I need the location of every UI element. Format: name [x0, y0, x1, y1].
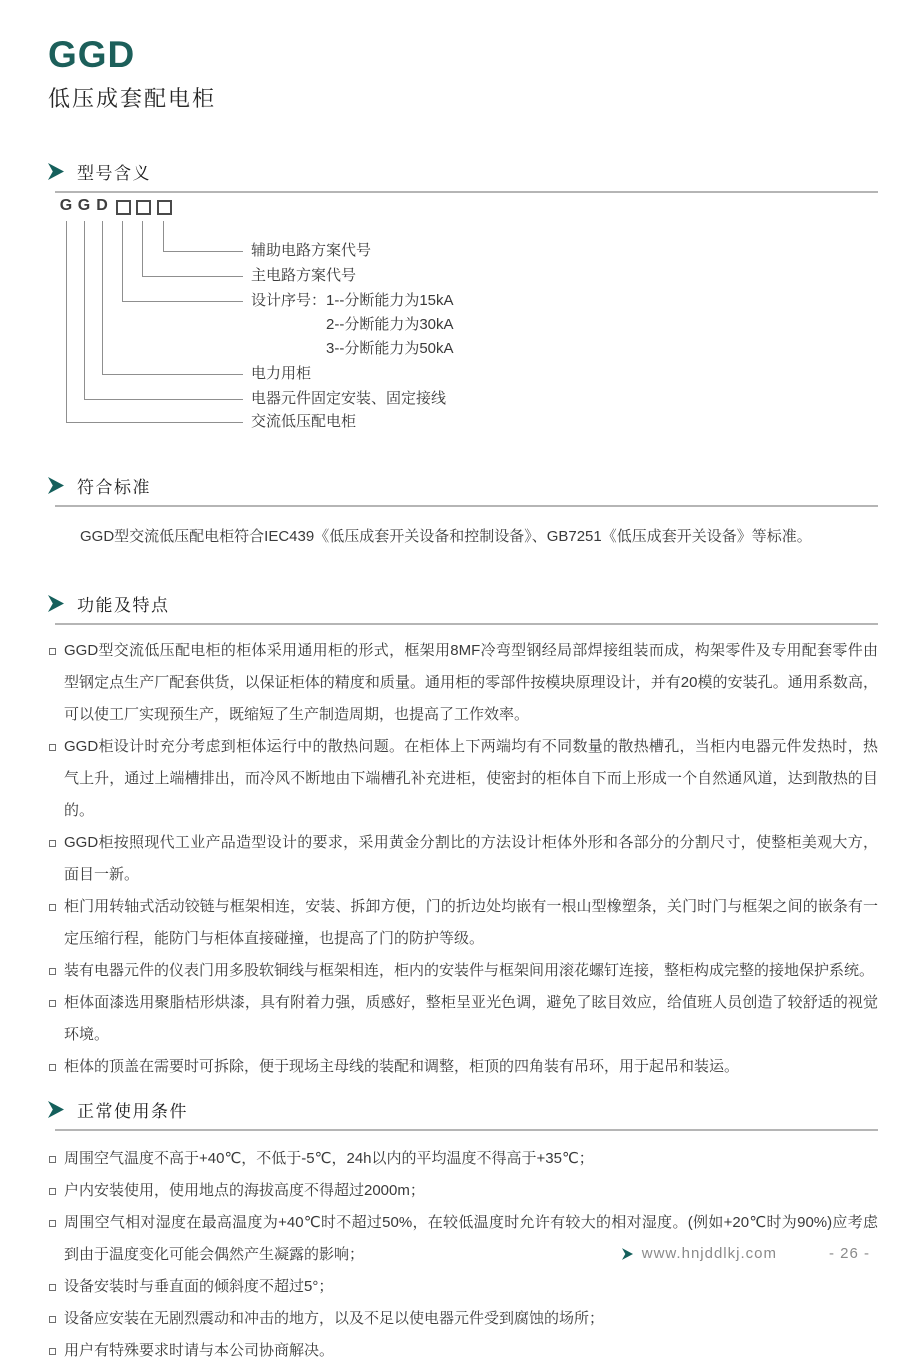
feature-text: 柜门用转轴式活动铰链与框架相连，安装、拆卸方便，门的折边处均嵌有一根山型橡塑条，关门时门与框架之间的嵌条有一定压缩行程，能防门与柜体直接碰撞，也提高了门的防护等级。: [64, 898, 878, 947]
connector-line: [142, 221, 143, 276]
connector-line: [84, 221, 85, 399]
code-label-design3: 3--分断能力为50kA: [326, 340, 454, 357]
feature-item: [48, 891, 878, 955]
condition-item: [48, 1271, 878, 1303]
feature-item: [48, 987, 878, 1051]
section-title-conditions: 正常使用条件: [77, 1102, 188, 1121]
connector-line: [163, 221, 164, 251]
connector-line: [102, 374, 243, 375]
feature-item: [48, 635, 878, 731]
feature-text: GGD型交流低压配电柜的柜体采用通用柜的形式，框架用8MF冷弯型钢经局部焊接组装而成，构架零件及专用配套零件由型钢定点生产厂配套供货，以保证柜体的精度和质量。通用柜的零部件按模块原理设计，并有20模的安装孔。通用系数高，可以使工厂实现预生产，既缩短了生产制造周期，也提高了工作效率。: [64, 642, 878, 723]
section-rule: [55, 505, 878, 507]
square-bullet-icon: [49, 1156, 56, 1163]
page-title: GGD: [48, 34, 136, 75]
footer-website: www.hnjddlkj.com: [641, 1245, 777, 1262]
condition-text: 设备应安装在无剧烈震动和冲击的地方，以及不足以使电器元件受到腐蚀的场所；: [64, 1310, 605, 1327]
section-head-features: [48, 591, 878, 616]
square-bullet-icon: [49, 1316, 56, 1323]
condition-item: [48, 1143, 878, 1175]
section-rule: [55, 1129, 878, 1131]
feature-item: [48, 955, 878, 987]
right-arrow-icon: [48, 1101, 64, 1118]
code-label-design: 设计序号：1--分断能力为15kA: [251, 292, 454, 309]
feature-text: GGD柜设计时充分考虑到柜体运行中的散热问题。在柜体上下两端均有不同数量的散热槽孔，当柜内电器元件发热时，热气上升，通过上端槽排出，而冷风不断地由下端槽孔补充进柜，使密封的柜体自下而上形成一个自然通风道，达到散热的目的。: [64, 738, 878, 819]
feature-text: 柜体的顶盖在需要时可拆除，便于现场主母线的装配和调整，柜顶的四角装有吊环，用于起吊和装运。: [64, 1058, 740, 1075]
condition-text: 设备安装时与垂直面的倾斜度不超过5°；: [64, 1278, 334, 1295]
code-label-ac: 交流低压配电柜: [251, 413, 357, 430]
connector-line: [66, 221, 67, 422]
connector-line: [142, 276, 243, 277]
connector-line: [102, 221, 103, 374]
right-arrow-icon: [48, 477, 64, 494]
connector-line: [122, 221, 123, 301]
code-label-design2: 2--分断能力为30kA: [326, 316, 454, 333]
square-bullet-icon: [49, 968, 56, 975]
page-footer: [622, 1245, 870, 1262]
condition-item: [48, 1175, 878, 1207]
model-code-letter: G: [77, 197, 91, 214]
square-bullet-icon: [49, 1348, 56, 1355]
page-subtitle: 低压成套配电柜: [48, 86, 217, 111]
code-label-aux: 辅助电路方案代号: [251, 242, 372, 259]
page-number: - 26 -: [828, 1245, 870, 1262]
square-bullet-icon: [49, 1064, 56, 1071]
features-list: [48, 635, 878, 1083]
model-code-letter: G: [59, 197, 73, 214]
feature-item: [48, 731, 878, 827]
feature-item: [48, 1051, 878, 1083]
model-code-letter: D: [96, 197, 108, 214]
model-code-box: [136, 200, 151, 215]
condition-text: 周围空气相对湿度在最高温度为+40℃时不超过50%，在较低温度时允许有较大的相对湿度。(例如+20℃时为90%)应考虑到由于温度变化可能会偶然产生凝露的影响；: [64, 1214, 878, 1263]
feature-text: 柜体面漆选用聚脂桔形烘漆，具有附着力强，质感好，整柜呈亚光色调，避免了眩目效应，给值班人员创造了较舒适的视觉环境。: [64, 994, 878, 1043]
condition-item: [48, 1303, 878, 1335]
square-bullet-icon: [49, 904, 56, 911]
square-bullet-icon: [49, 840, 56, 847]
square-bullet-icon: [49, 1284, 56, 1291]
condition-text: 周围空气温度不高于+40℃，不低于-5℃，24h以内的平均温度不得高于+35℃；: [64, 1150, 594, 1167]
right-arrow-icon: [48, 163, 64, 180]
section-head-conditions: [48, 1097, 878, 1122]
section-rule: [55, 623, 878, 625]
feature-item: [48, 827, 878, 891]
standards-text: GGD型交流低压配电柜符合IEC439《低压成套开关设备和控制设备》、GB7251《低压成套开关设备》等标准。: [80, 528, 812, 545]
connector-line: [66, 422, 243, 423]
section-head-model: [48, 159, 878, 184]
section-rule: [55, 191, 878, 193]
condition-item: [48, 1335, 878, 1367]
condition-text: 用户有特殊要求时请与本公司协商解决。: [64, 1342, 335, 1359]
condition-text: 户内安装使用，使用地点的海拔高度不得超过2000m；: [64, 1182, 425, 1199]
square-bullet-icon: [49, 1000, 56, 1007]
section-title-features: 功能及特点: [77, 596, 170, 615]
section-title-standards: 符合标准: [77, 478, 151, 497]
code-label-power: 电力用柜: [251, 365, 312, 382]
connector-line: [122, 301, 243, 302]
model-code-diagram: [48, 197, 878, 439]
square-bullet-icon: [49, 1188, 56, 1195]
square-bullet-icon: [49, 1220, 56, 1227]
right-arrow-icon: [622, 1248, 633, 1260]
right-arrow-icon: [48, 595, 64, 612]
feature-text: GGD柜按照现代工业产品造型设计的要求，采用黄金分割比的方法设计柜体外形和各部分的分割尺寸，使整柜美观大方，面目一新。: [64, 834, 878, 883]
section-title-model: 型号含义: [77, 164, 151, 183]
code-label-main: 主电路方案代号: [251, 267, 357, 284]
model-code-box: [116, 200, 131, 215]
connector-line: [84, 399, 243, 400]
connector-line: [163, 251, 243, 252]
feature-text: 装有电器元件的仪表门用多股软铜线与框架相连，柜内的安装件与框架间用滚花螺钉连接，整柜构成完整的接地保护系统。: [64, 962, 875, 979]
code-label-mount: 电器元件固定安装、固定接线: [251, 390, 447, 407]
section-head-standards: [48, 473, 878, 498]
square-bullet-icon: [49, 744, 56, 751]
square-bullet-icon: [49, 648, 56, 655]
model-code-box: [157, 200, 172, 215]
